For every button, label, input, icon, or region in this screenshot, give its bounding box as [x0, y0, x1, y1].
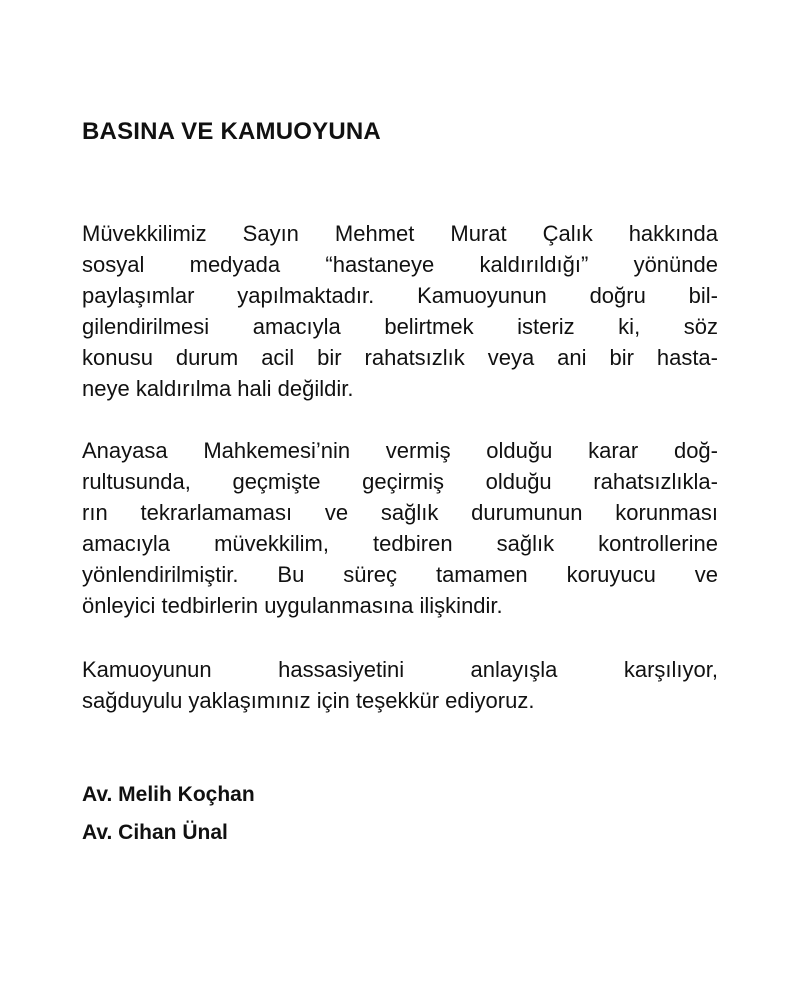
paragraph-line: gilendirilmesi amacıyla belirtmek isteriz ki, söz — [82, 314, 718, 339]
paragraph-line: rın tekrarlamaması ve sağlık durumunun korunması — [82, 500, 718, 525]
paragraph-line: Kamuoyunun hassasiyetini anlayışla karşılıyor, — [82, 657, 718, 682]
paragraph-line: Anayasa Mahkemesi’nin vermiş olduğu karar doğ- — [82, 438, 718, 463]
paragraph-line: amacıyla müvekkilim, tedbiren sağlık kontrollerine — [82, 531, 718, 556]
statement-title: BASINA VE KAMUOYUNA — [82, 118, 381, 145]
signature-melih-kochan: Av. Melih Koçhan — [82, 783, 255, 806]
paragraph-line: Müvekkilimiz Sayın Mehmet Murat Çalık hakkında — [82, 221, 718, 246]
paragraph-line: konusu durum acil bir rahatsızlık veya ani bir hasta- — [82, 345, 718, 370]
paragraph-line: paylaşımlar yapılmaktadır. Kamuoyunun doğru bil- — [82, 283, 718, 308]
paragraph-line: sosyal medyada “hastaneye kaldırıldığı” yönünde — [82, 252, 718, 277]
paragraph-2 — [82, 435, 718, 621]
paragraph-line: rultusunda, geçmişte geçirmiş olduğu rahatsızlıkla- — [82, 469, 718, 494]
paragraph-line: neye kaldırılma hali değildir. — [82, 376, 354, 401]
paragraph-line: önleyici tedbirlerin uygulanmasına ilişkindir. — [82, 593, 503, 618]
paragraph-line: sağduyulu yaklaşımınız için teşekkür ediyoruz. — [82, 688, 535, 713]
paragraph-1 — [82, 218, 718, 404]
paragraph-line: yönlendirilmiştir. Bu süreç tamamen koruyucu ve — [82, 562, 718, 587]
signature-cihan-unal: Av. Cihan Ünal — [82, 821, 228, 844]
paragraph-3 — [82, 654, 718, 716]
